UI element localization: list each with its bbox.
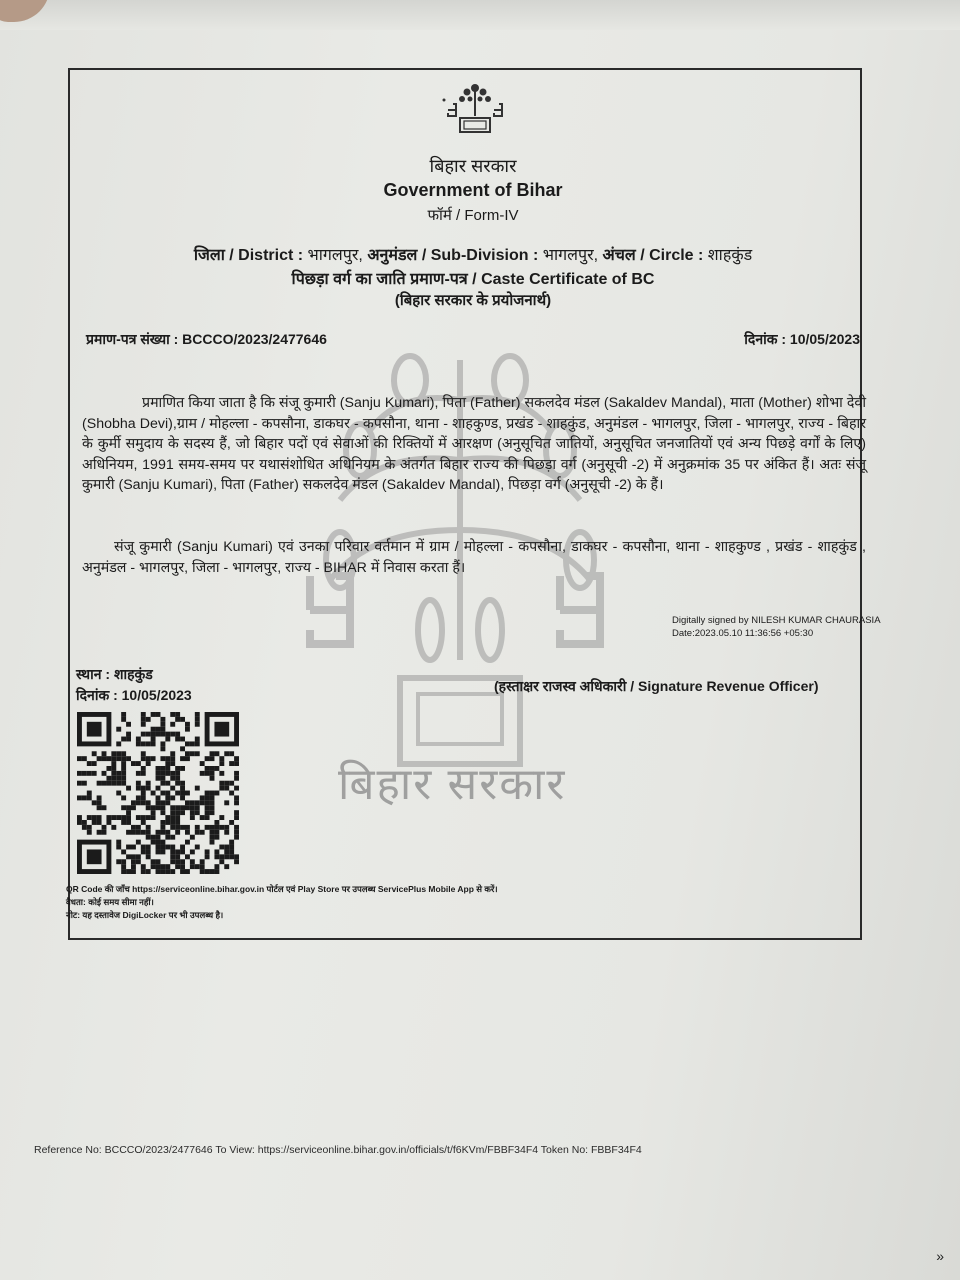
qr-code-icon [77, 712, 239, 874]
corner-mark: » [936, 1248, 944, 1264]
circle-value: शाहकुंड [707, 247, 753, 264]
title-hindi: बिहार सरकार [429, 156, 517, 176]
subdivision-label: अनुमंडल / Sub-Division : [367, 247, 539, 264]
reference-line: Reference No: BCCCO/2023/2477646 To View: https://serviceonline.bihar.gov.in/officials/t/f6KVm/FBBF34F4 Token No: FBBF34F4 [34, 1144, 642, 1156]
certificate-number: प्रमाण-पत्र संख्या : BCCCO/2023/2477646 [86, 331, 327, 347]
certificate-title: पिछड़ा वर्ग का जाति प्रमाण-पत्र / Caste Certificate of BC [291, 271, 655, 288]
title-english: Government of Bihar [383, 180, 563, 200]
qr-note: QR Code की जाँच https://serviceonline.bihar.gov.in पोर्टल एवं Play Store पर उपलब्ध ServicePlus Mobile App से करें। [66, 884, 498, 894]
bihar-emblem-icon [440, 80, 510, 136]
issue-date-text: दिनांक : 10/05/2023 [76, 687, 192, 703]
digital-signature [672, 614, 881, 640]
form-label: फॉर्म / Form-IV [427, 207, 519, 224]
place-text: स्थान : शाहकुंड [76, 666, 153, 682]
digilocker-note: नोट: यह दस्तावेज DigiLocker पर भी उपलब्ध है। [66, 910, 224, 920]
certificate-date: दिनांक : 10/05/2023 [744, 331, 860, 347]
digital-signature-line-2: Date:2023.05.10 11:36:56 +05:30 [672, 628, 814, 639]
paper-top-fold [0, 0, 960, 30]
paragraph-1-text: प्रमाणित किया जाता है कि संजू कुमारी (Sanju Kumari), पिता (Father) सकलदेव मंडल (Sakaldev Mandal), माता (Mother) शोभा देवी (Shobha Devi),ग्राम / मोहल्ला - कपसौना, डाकघर - कपसौना, थाना - शाहकुण्ड, प्रखंड - शाहकुंड, अनुमंडल - भागलपुर, जिला - भागलपुर, राज्य - बिहार के कुर्मी समुदाय के सदस्य हैं, जो बिहार पदों एवं सेवाओं की रिक्तियों में आरक्षण (अनुसूचित जातियों, अनुसूचित जनजातियों एवं अन्य पिछड़े वर्गों के लिए) अधिनियम, 1991 समय-समय पर यथासंशोधित अधिनियम के अंतर्गत बिहार राज्य की पिछड़ा वर्ग (अनुसूची -2) में अनुक्रमांक 35 पर अंकित हैं। अतः संजू कुमारी (Sanju Kumari), पिता (Father) सकलदेव मंडल (Sakaldev Mandal), पिछड़ा वर्ग (अनुसूची -2) के हैं। [82, 395, 866, 493]
district-value: भागलपुर, [307, 247, 363, 264]
certificate-paragraph-2 [82, 537, 866, 578]
watermark-text: बिहार सरकार [338, 760, 567, 809]
digital-signature-line-1: Digitally signed by NILESH KUMAR CHAURASIA [672, 615, 881, 626]
paragraph-2-text: संजू कुमारी (Sanju Kumari) एवं उनका परिवार वर्तमान में ग्राम / मोहल्ला - कपसौना, डाकघर - कपसौना, थाना - शाहकुण्ड , प्रखंड - शाहकुंड , अनुमंडल - भागलपुर, जिला - भागलपुर, राज्य - BIHAR में निवास करता हैं। [82, 539, 866, 576]
subdivision-value: भागलपुर, [542, 247, 599, 264]
certificate-purpose: (बिहार सरकार के प्रयोजनार्थ) [394, 292, 552, 309]
signature-label: (हस्ताक्षर राजस्व अधिकारी / Signature Revenue Officer) [494, 678, 819, 694]
circle-label: अंचल / Circle : [602, 247, 704, 264]
district-label: जिला / District : [193, 247, 304, 264]
footer-notes [66, 883, 498, 922]
location-line [68, 243, 878, 265]
certificate-paragraph-1 [82, 393, 866, 496]
validity-note: वैधता: कोई समय सीमा नहीं। [66, 897, 154, 907]
place-date-block [76, 664, 192, 706]
